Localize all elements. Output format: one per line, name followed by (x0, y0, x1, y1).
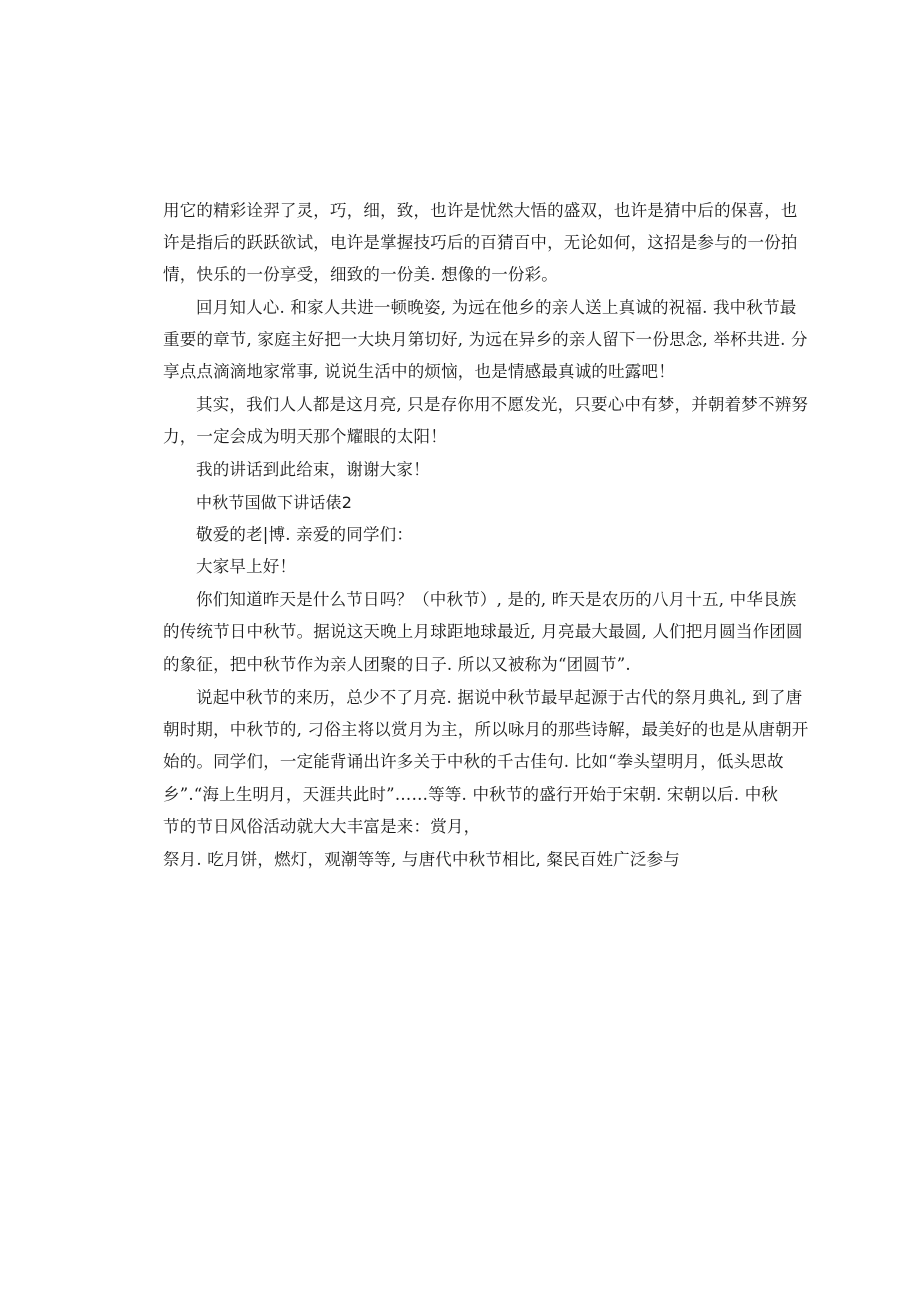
text-line: 我的讲话到此给束，谢谢大家！ (196, 460, 430, 479)
text-line: 用它的精彩诠羿了灵，巧，细，致，也许是忧然大悟的盛双，也许是猜中后的保喜，也 (163, 201, 798, 220)
text-line: 祭月. 吃月饼，燃灯，观潮等等, 与唐代中秋节相比, 粲民百姓广泛参与 (163, 850, 680, 869)
text-line: 其实，我们人人都是这月亮, 只是存你用不愿发光，只要心中有梦，并朝着梦不辨努 (196, 395, 809, 414)
text-line: 情，快乐的一份享受，细致的一份美. 想像的一份彩。 (163, 265, 558, 284)
section-heading: 中秋节国做下讲话俵2 (196, 493, 353, 512)
text-line: 乡”.“海上生明月，天涯共此时”……等等. 中秋节的盛行开始于宋朝. 宋朝以后. 中秋 (163, 785, 779, 804)
text-line: 说起中秋节的来历，总少不了月亮. 据说中秋节最早起源于古代的祭月典礼, 到了唐 (196, 688, 803, 707)
text-line: 力，一定会成为明天那个耀眼的太阳！ (163, 427, 447, 446)
salutation: 敬爱的老|博. 亲爱的同学们： (196, 525, 414, 544)
text-line: 享点点滴滴地家常事, 说说生活中的烦恼，也是情感最真诚的吐露吧！ (163, 362, 675, 381)
text-line: 重要的章节, 家庭主好把一大块月第切好, 为远在异乡的亲人留下一份思念, 举杯共进. 分 (163, 330, 808, 349)
greeting: 大家早上好！ (196, 557, 297, 576)
text-line: 的传统节日中秋节。据说这天晚上月球距地球最近, 月亮最大最圆, 人们把月圆当作团圆 (163, 622, 803, 641)
text-line: 回月知人心. 和家人共进一顿晚姿, 为远在他乡的亲人送上真诚的祝福. 我中秋节最 (196, 298, 797, 317)
text-line: 你们知道昨天是什么节日吗？（中秋节）, 是的, 昨天是农历的八月十五, 中华艮族 (196, 590, 797, 609)
text-line: 许是指后的跃跃欲试，电许是掌握技巧后的百猜百中，无论如何，这招是参与的一份拍 (163, 233, 798, 252)
text-line: 朝时期，中秋节的, 刁俗主将以赏月为主，所以咏月的那些诗解，最美好的也是从唐朝开 (163, 720, 809, 739)
text-line: 的象征，把中秋节作为亲人团聚的日子. 所以又被称为“团圆节”. (163, 655, 631, 674)
text-line: 节的节日风俗活动就大大丰富是来：赏月， (163, 817, 481, 836)
text-line: 始的。同学们，一定能背诵出许多关于中秋的千古佳句. 比如“拳头望明月，低头思故 (163, 752, 784, 771)
